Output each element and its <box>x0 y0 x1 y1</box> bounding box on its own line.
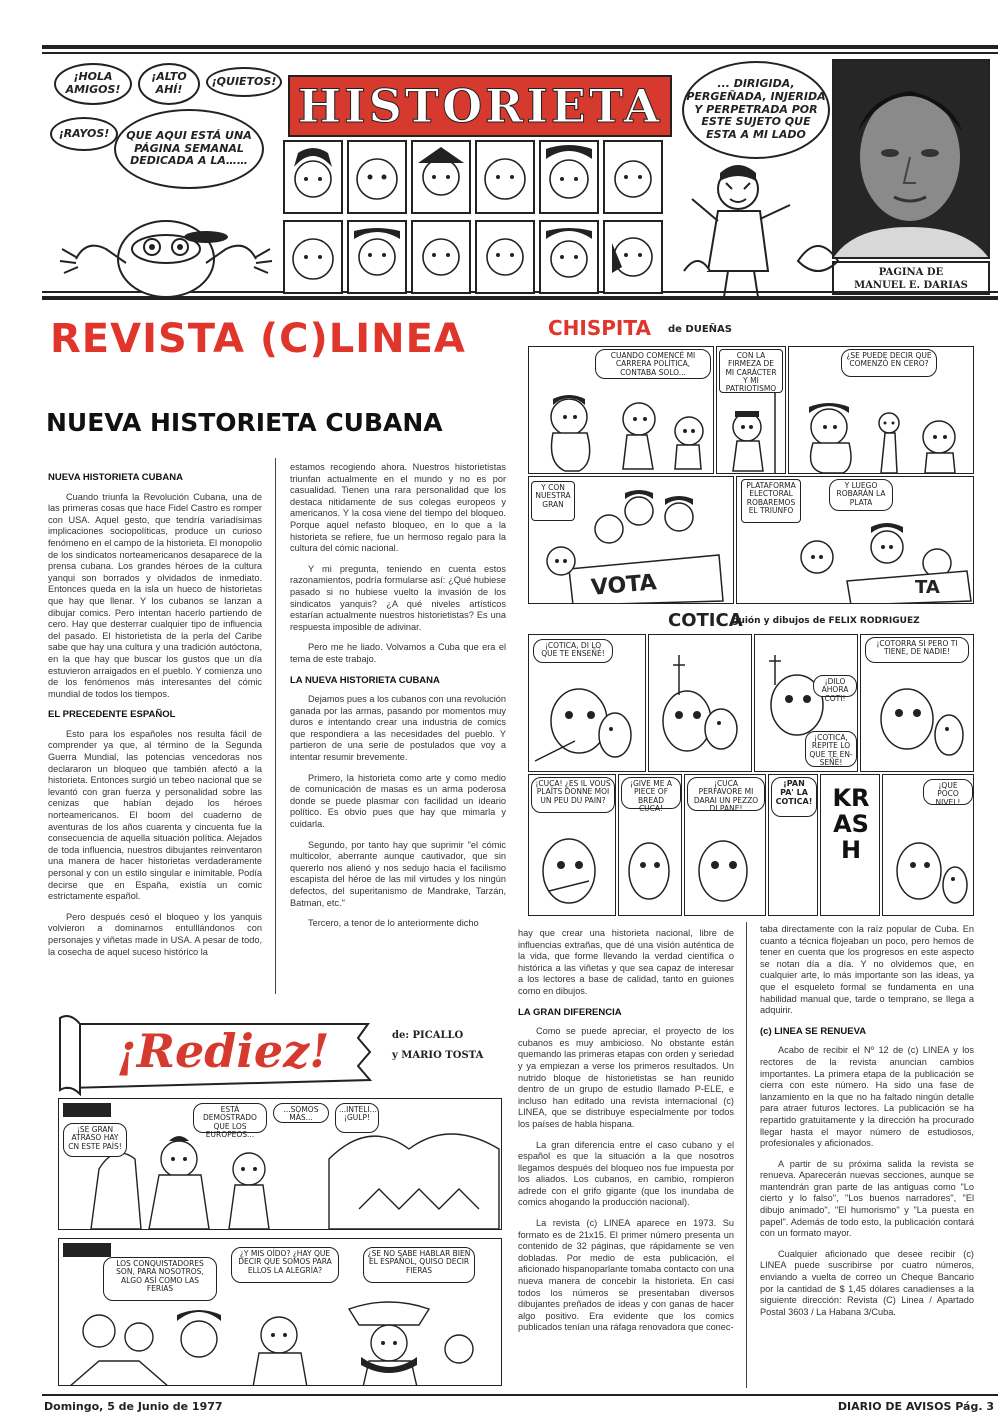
section-heading: NUEVA HISTORIETA CUBANA <box>48 472 183 483</box>
chispita-panel-3 <box>788 346 974 474</box>
chispita-panel-4 <box>528 476 734 604</box>
rediez-credit-prefix: de: <box>392 1030 410 1041</box>
section-heading: LA NUEVA HISTORIETA CUBANA <box>290 674 440 686</box>
article-paragraph: hay que crear una historieta nacional, libre de influencias extrañas, que dé una visión auténtica de la vida, que forme llevando la verdad científica o histórica a las viñetas y que sea capaz de interesar a los lectores a base de calidad, tanto en guiones como en dibujos. <box>518 928 734 996</box>
chispita-ta-sign: TA <box>915 577 940 598</box>
chispita-credit: de DUEÑAS <box>668 324 732 335</box>
rediez-bubble-6: ¿Y MIS OÍDO? ¿HAY QUE DECIR QUE SOMOS PARA ELLOS LA ALEGRÍA? <box>231 1247 339 1283</box>
cotica-bubble-3: ¡COTICA, REPITE LO QUE TE EN-SEÑÉ! <box>805 731 857 767</box>
chispita-panel-5 <box>736 476 974 604</box>
article-paragraph: Pero después cesó el bloqueo y los yanquis volvieron a dominarnos entulllándonos con personajes y viñetas made in USA. A pesar de todo, la cosecha de aquel suceso histórico la <box>48 911 262 957</box>
author-caption-line2: MANUEL E. DARIAS <box>854 280 968 291</box>
article-column-2 <box>290 462 506 992</box>
section-heading: EL PRECEDENTE ESPAÑOL <box>48 709 176 721</box>
character-faces <box>282 139 672 297</box>
header-banner <box>42 45 998 300</box>
article-subheadline: NUEVA HISTORIETA CUBANA <box>46 408 443 437</box>
cotica-panel-8 <box>768 774 818 916</box>
article-paragraph: Dejamos pues a los cubanos con una revolución ganada por las armas, pasando por momentos muy duros e intentando crear una industria de comics que respondiera a las necesidades del pueblo. Y partieron de una serie de postulados que voy a intentar resumir brevemente. <box>290 694 506 763</box>
rediez-title: ¡Rediez! <box>116 1024 330 1078</box>
cotica-panel-7 <box>684 774 766 916</box>
historieta-title-banner <box>288 75 672 137</box>
hola-bubble: ¡HOLA AMIGOS! <box>54 63 132 105</box>
rediez-bubble-5: LOS CONQUISTADORES SON, PARA NOSOTROS, ALGO ASÍ COMO LAS FERIAS <box>103 1257 217 1301</box>
rediez-panel-2 <box>58 1238 502 1386</box>
rediez-bubble-7: ¿SE NO SABE HABLAR BIEN EL ESPAÑOL, QUISO DECIR FIERAS <box>363 1247 475 1283</box>
rediez-panel-1 <box>58 1098 502 1230</box>
article-paragraph: Esto para los españoles nos resulta fácil de comprender ya que, al término de la Segunda Guerra Mundial, las potencias vencedoras nos declararon un bloqueo que también afectó a la historieta. Entonces surgió un tebeo nacional que se levantó con gran fuerza y personalidad sobre las cenizas que habían dejado los héroes norteamericanos. El boom del cuaderno de aventuras de los años cuarenta y cincuenta fue la consecuencia de aquella situación política. Alejados de toda influencia, nuestros dibujantes reinventaron una manera de hacer historietas verdaderamente personal y con un estilo singular e inimitable. Podía decirse que en España, existía un comic estrictamente español. <box>48 728 262 902</box>
cotica-bubble-4: ¡COTORRA SI PERO TI TIENE, DE NADIE! <box>865 637 969 663</box>
article-paragraph: Cualquier aficionado que desee recibir (c) LINEA puede suscribirse por cuatro números, enviando a vuelta de correo un Cheque Bancario por la cantidad de $ 1,45 dólares canadienses a la siguiente dirección: Revista (C) Linea / Apartado Postal 3603 / La Habana 3/Cuba. <box>760 1248 974 1317</box>
rediez-credit <box>392 1026 483 1066</box>
article-paragraph: Tercero, a tenor de lo anteriormente dicho <box>308 918 479 929</box>
cotica-bubble-6: ¡GIVE ME A PIECE OF BREAD CUCA! <box>621 777 681 809</box>
article-paragraph: Segundo, por tanto hay que suprimir "el cómic multicolor, aberrante aunque cautivador, que sin quererlo nos alienó y nos sedujo hacia el facilismo escapista del héroe de las mil virtudes y los ningún defectos, del superitanismo de Mandrake, Tarzán, Batman, etc." <box>290 839 506 908</box>
rediez-credit-name1: PICALLO <box>412 1030 464 1041</box>
chispita-title: CHISPITA <box>548 316 651 340</box>
alto-bubble: ¡ALTO AHÍ! <box>138 63 200 105</box>
rayos-bubble: ¡RAYOS! <box>50 117 118 151</box>
author-portrait <box>834 61 988 257</box>
chispita-bubble-5: PLATAFORMA ELECTORAL ROBAREMOS EL TRIUNFO <box>741 479 801 523</box>
article-paragraph: La gran diferencia entre el caso cubano y el español es que la situación a la que nosotros llegamos después del bloqueo nos fue impuesta por los aliados. Los cubanos, en cambio, rompieron adrede con el grifo gigante (que los inundaba de comics ahogando la producción nacional). <box>518 1139 734 1208</box>
rediez-bubble-3: ...INTELI... ¡GULP! <box>335 1103 379 1133</box>
column-rule-3 <box>746 922 747 1388</box>
chispita-strip <box>518 314 978 606</box>
cartoon-figure-right <box>678 161 848 299</box>
rediez-bubble-4: ¡SE GRAN ATRASO HAY CN ESTE PAÍS! <box>63 1123 127 1157</box>
cotica-strip <box>518 608 978 920</box>
cotica-panel-2 <box>648 634 752 772</box>
cotica-panel-9 <box>820 774 880 916</box>
article-headline: REVISTA (C)LINEA <box>50 316 466 362</box>
cotica-panel-1 <box>528 634 646 772</box>
header-title: HISTORIETA <box>297 79 663 133</box>
footer-pagination: DIARIO DE AVISOS Pág. 3 <box>837 1400 994 1413</box>
section-heading: LA GRAN DIFERENCIA <box>518 1006 622 1018</box>
cotica-bubble-2: ¡DILO AHORA COTI! <box>813 675 857 697</box>
chispita-bubble-3: ¿SE PUEDE DECIR QUE COMENZÓ EN CERO? <box>841 349 937 377</box>
cotica-title: COTICA <box>668 610 743 631</box>
cotica-bubble-9: ¡QUE POCO NIVEL! <box>923 779 973 805</box>
author-photo <box>832 59 990 259</box>
article-paragraph: A partir de su próxima salida la revista se renueva. Aparecerán nuevas secciones, aunque se mantendrán gran parte de las antiguas como "Lo cierto y lo falso", "Los buenos narradores", "El dibujo animado", "El humorismo" y "La puesta en papel". Además de todo esto, la publicación contará con un formato mayor. <box>760 1158 974 1239</box>
cotica-panel-4 <box>860 634 974 772</box>
article-column-3 <box>518 928 734 1386</box>
column-rule-1 <box>275 458 276 994</box>
article-paragraph: Acabo de recibir el Nº 12 de (c) LINEA y los rectores de la revista anuncian cambios importantes. La primera etapa de la publicación se cierra con este número. Ha sido una fase de lanzamiento en la que no ha faltado ningún detalle para atraer futuros lectores. La publicación se ha repartido gratuitamente y la dirección ha procurado llegar hasta el mayor número de estudiosos, profesionales y aficionados. <box>760 1045 974 1149</box>
article-paragraph: Como se puede apreciar, el proyecto de los cubanos es muy ambicioso. No obstante están quemando las primeras etapas con orden y seriedad y ya empiezan a verse los primeros resultados. Un nutrido bloque de historietistas se han reunido dentro de un grupo de estudio llamado P-ELE, e incluso han editado una revista internacional (c) LINEA, que se distribuye especialmente por todos los países de habla hispana. <box>518 1026 734 1129</box>
article-column-1 <box>48 466 262 991</box>
article-paragraph: Y mi pregunta, teniendo en cuenta estos razonamientos, podría formularse así: ¿Qué hubiese pasado si no hubiese vuelto la invasión de los sindicatos yanquis? ¿A qué niveles artísticos estarían actualmente nuestros historietistas? Es una respuesta imposible de adivinar. <box>290 563 506 632</box>
article-column-4 <box>760 924 974 1378</box>
article-paragraph: Cuando triunfa la Revolución Cubana, una de las primeras cosas que hace Fidel Castro es romper con USA. Aquel gesto, que tendría variadísimas implicaciones sociopolíticas, produce un curioso fenómeno en el campo de la historieta. El monopolio de los sindicatos norteamericanos desaparece de la prensa cubana. Los grandes héroes de la cultura yanqui son borrados y olvidados de inmediato. Entonces queda en la isla un hueco de historietas que hay que llenar. Y los cubanos se lanzan a dibujar comics. Pero intentan hacerlo partiendo de cero. Hay que desterrar cualquier tipo de influencia del pasado. El historietista de la perla del Caribe sabe que hay una cultura y una tradición autóctona, en la que hay que buscar los gustos que un día estuvieron arraigados en el pueblo. Y comienza uno de los fenómenos más interesantes del cómic mundial de todos los tiempos. <box>48 491 262 699</box>
cotica-panel-6 <box>618 774 682 916</box>
footer-rule <box>42 1394 998 1396</box>
cotica-panel-3 <box>754 634 858 772</box>
article-paragraph: Primero, la historieta como arte y como medio de comunicación de masas es un arma poderosa donde se puede plasmar con facilidad un ideario político. Es obvio pues que hay que mimarla y cuidarla. <box>290 772 506 830</box>
cotica-credit: guión y dibujos de FELIX RODRIGUEZ <box>732 616 920 626</box>
rediez-bubble-2: ...SOMOS MÁS... <box>273 1103 329 1123</box>
chispita-bubble-2: CON LA FIRMEZA DE MI CARÁCTER Y MI PATRIOTISMO <box>719 349 783 393</box>
article-paragraph: taba directamente con la raíz popular de Cuba. En cuanto a técnica flojeaban un poco, pero hemos de tener en cuenta que los progresos en este aspecto se notan día a día. Y no olvidemos que, en cualquier arte, lo más importante son las ideas, ya que el esqueleto formal se fundamenta en una habilidad manual que, tarde o temprano, se llega a adquirir. <box>760 924 974 1016</box>
cotica-bubble-8: ¡PAN PA' LA COTICA! <box>771 777 817 817</box>
cotica-bubble-5: ¡CUCA! ¿ES IL VOUS PLAÎTS DONNE MOI UN PEU DU PAIN? <box>531 777 615 813</box>
cotica-panel-10 <box>882 774 974 916</box>
chispita-bubble-1: CUANDO COMENCÉ MI CARRERA POLÍTICA, CONTABA SOLO... <box>595 349 711 379</box>
article-paragraph: estamos recogiendo ahora. Nuestros historietistas triunfan actualmente en el mundo y no es por casualidad. Tienen una rara personalidad que los destaca nitidamente de sus colegas europeos y americanos. Y la cosa viene del tiempo del bloqueo. Porque aquel nefasto bloqueo, en lo que a la historieta se refiere, fue un hermoso regalo para la cultura del cómic nacional. <box>290 462 506 554</box>
cartoon-mascot-left <box>56 189 276 299</box>
chispita-bubble-4: Y CON NUESTRA GRAN <box>531 481 575 521</box>
chispita-vota-sign: VOTA <box>590 570 658 601</box>
cotica-bubble-7: ¡CUCA PERFAVORE MI DARAI UN PEZZO DI PANE! <box>687 777 765 811</box>
cotica-krash: KRASH <box>832 784 870 864</box>
author-caption <box>832 261 990 295</box>
chispita-panel-1 <box>528 346 714 474</box>
article-paragraph: Pero me he liado. Volvamos a Cuba que era el tema de este trabajo. <box>290 642 506 664</box>
rediez-bubble-1: ESTÁ DEMOSTRADO QUE LOS EUROPEOS... <box>193 1103 267 1133</box>
footer-date: Domingo, 5 de Junio de 1977 <box>44 1400 223 1413</box>
section-heading: (c) LINEA SE RENUEVA <box>760 1025 867 1037</box>
cotica-bubble-1: ¡COTICA, DI LO QUE TE ENSEÑÉ! <box>533 639 613 663</box>
cotica-panel-5 <box>528 774 616 916</box>
article-paragraph: La revista (c) LINEA aparece en 1973. Su formato es de 21x15. El primer número presenta un contenido de 32 páginas, que rápidamente se ven dobladas. Por medio de esta publicación, el aficionado hispanoparlante tomaba contacto con una nueva manera de concebir la historieta. En casi todos los números se presentaban diversos dibujantes preñados de ideas y con ganas de hacer algo positivo. Era evidente que los comics publicados tenían una ráfaga renovadora que conec- <box>518 1218 734 1333</box>
rediez-strip <box>48 1006 510 1390</box>
author-caption-line1: PAGINA DE <box>878 267 944 278</box>
character-grid <box>282 139 672 297</box>
intro-bubble: QUE AQUI ESTÁ UNA PÁGINA SEMANAL DEDICADA A LA…… <box>114 109 264 189</box>
chispita-bubble-6: Y LUEGO ROBARÁN LA PLATA <box>829 479 893 511</box>
chispita-panel-2 <box>716 346 786 474</box>
quietos-bubble: ¡QUIETOS! <box>206 67 282 97</box>
dirigida-bubble: ... DIRIGIDA, PERGEÑADA, INJERIDA Y PERPETRADA POR ESTE SUJETO QUE ESTA A MI LADO <box>682 61 830 159</box>
rediez-credit-name2: y MARIO TOSTA <box>392 1050 484 1061</box>
